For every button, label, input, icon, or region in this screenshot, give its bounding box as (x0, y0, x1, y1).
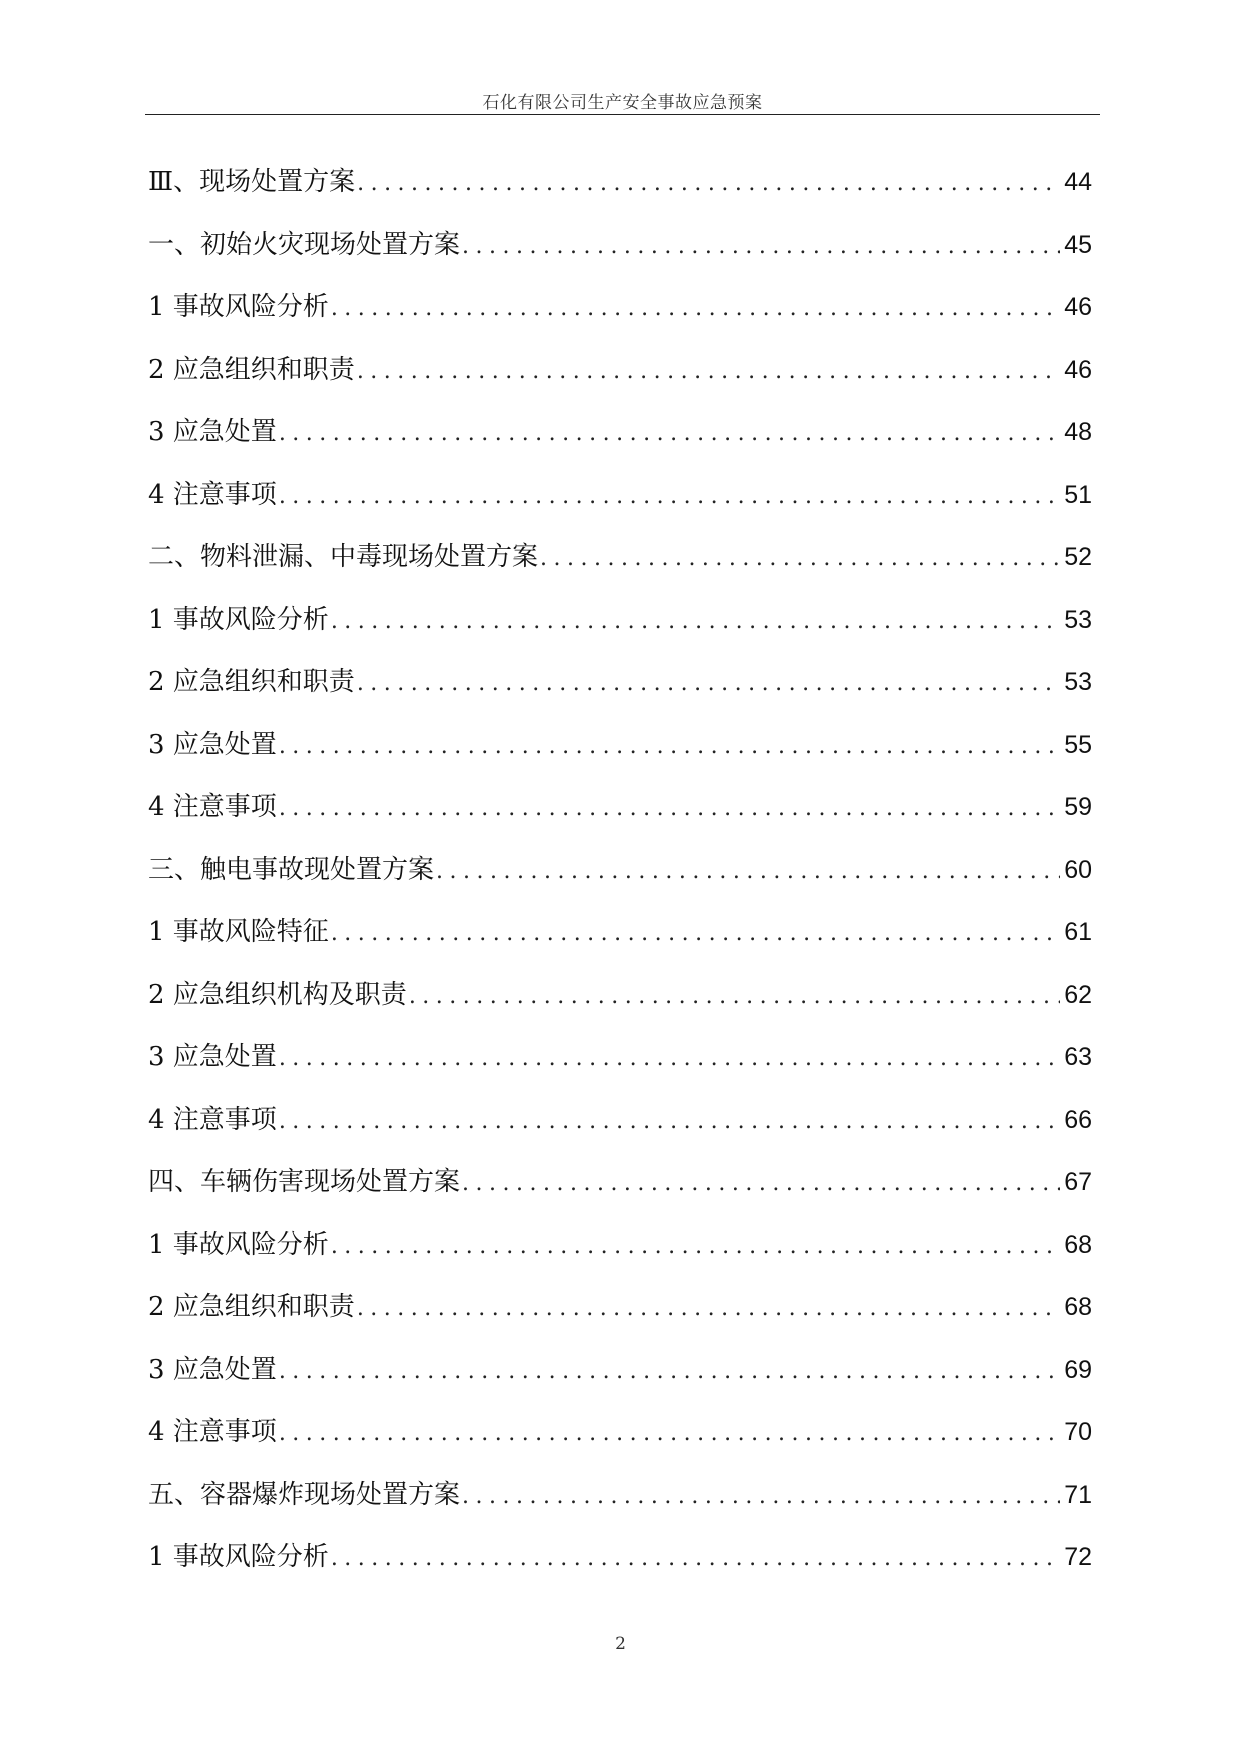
toc-leader-dots (279, 477, 1060, 517)
toc-entry-label: 2 应急组织和职责 (148, 354, 355, 385)
toc-entry-page: 59 (1064, 793, 1092, 821)
toc-entry-page: 62 (1064, 980, 1092, 1009)
toc-leader-dots (462, 1477, 1060, 1517)
toc-entry[interactable] (148, 1350, 1092, 1413)
toc-entry[interactable] (148, 225, 1092, 288)
toc-entry[interactable] (148, 850, 1092, 913)
toc-leader-dots (279, 1039, 1060, 1079)
toc-entry-label: 五、容器爆炸现场处置方案 (148, 1479, 461, 1510)
toc-entry[interactable] (148, 600, 1092, 663)
toc-leader-dots (331, 1227, 1060, 1267)
toc-entry[interactable] (148, 1225, 1092, 1288)
toc-leader-dots (409, 977, 1060, 1017)
toc-entry-page: 70 (1064, 1418, 1092, 1446)
toc-leader-dots (462, 1164, 1060, 1204)
toc-entry-label: 4 注意事项 (148, 1417, 277, 1447)
toc-entry-label: 3 应急处置 (148, 1042, 277, 1072)
toc-entry-label: 三、触电事故现处置方案 (148, 854, 435, 885)
toc-entry[interactable] (148, 412, 1092, 475)
toc-entry-label: 四、车辆伤害现场处置方案 (148, 1167, 461, 1197)
toc-entry-page: 61 (1064, 918, 1092, 946)
toc-leader-dots (279, 789, 1060, 829)
toc-entry[interactable] (148, 1537, 1092, 1600)
toc-entry[interactable] (148, 912, 1092, 975)
toc-entry-page: 45 (1064, 230, 1092, 259)
toc-entry-page: 53 (1064, 605, 1092, 634)
toc-leader-dots (331, 602, 1060, 642)
toc-leader-dots (279, 1414, 1060, 1454)
toc-entry-label: 1 事故风险分析 (148, 604, 329, 635)
toc-leader-dots (357, 164, 1060, 204)
toc-entry-label: 2 应急组织和职责 (148, 1292, 355, 1322)
toc-entry-page: 60 (1064, 855, 1092, 884)
toc-leader-dots (279, 414, 1060, 454)
toc-leader-dots (436, 852, 1060, 892)
running-header: 石化有限公司生产安全事故应急预案 (482, 93, 763, 113)
toc-entry-page: 52 (1064, 543, 1092, 571)
table-of-contents (148, 162, 1092, 1600)
toc-entry-page: 68 (1064, 1230, 1092, 1259)
page-number: 2 (615, 1634, 626, 1654)
toc-leader-dots (279, 1102, 1060, 1142)
toc-entry-label: 一、初始火灾现场处置方案 (148, 229, 461, 260)
toc-entry-page: 55 (1064, 730, 1092, 759)
toc-entry-label: 二、物料泄漏、中毒现场处置方案 (148, 542, 539, 572)
toc-entry-page: 48 (1064, 418, 1092, 446)
toc-entry-page: 63 (1064, 1043, 1092, 1071)
toc-leader-dots (540, 539, 1060, 579)
toc-leader-dots (462, 227, 1060, 267)
toc-entry-label: 1 事故风险分析 (148, 1229, 329, 1260)
toc-entry[interactable] (148, 1475, 1092, 1538)
toc-entry[interactable] (148, 287, 1092, 350)
toc-entry-label: 1 事故风险分析 (148, 1542, 329, 1572)
toc-leader-dots (331, 289, 1060, 329)
toc-entry-label: 3 应急处置 (148, 417, 277, 447)
toc-entry-page: 44 (1064, 168, 1092, 196)
toc-entry-page: 72 (1064, 1543, 1092, 1571)
toc-entry-label: 4 注意事项 (148, 479, 277, 510)
toc-leader-dots (279, 1352, 1060, 1392)
toc-entry-label: 2 应急组织机构及职责 (148, 979, 407, 1010)
toc-entry-page: 53 (1064, 668, 1092, 696)
toc-entry[interactable] (148, 475, 1092, 538)
toc-leader-dots (357, 352, 1060, 392)
toc-entry-page: 68 (1064, 1293, 1092, 1321)
toc-entry[interactable] (148, 1037, 1092, 1100)
header-divider (145, 114, 1100, 115)
toc-entry[interactable] (148, 787, 1092, 850)
toc-entry[interactable] (148, 1162, 1092, 1225)
toc-entry-label: 3 应急处置 (148, 729, 277, 760)
toc-entry[interactable] (148, 662, 1092, 725)
toc-leader-dots (357, 664, 1060, 704)
toc-entry-label: 1 事故风险分析 (148, 292, 329, 322)
toc-leader-dots (279, 727, 1060, 767)
toc-entry-label: Ⅲ、现场处置方案 (148, 167, 356, 197)
toc-entry-label: 2 应急组织和职责 (148, 667, 355, 697)
toc-entry-page: 51 (1064, 480, 1092, 509)
toc-entry-label: 3 应急处置 (148, 1354, 277, 1385)
toc-entry[interactable] (148, 1412, 1092, 1475)
toc-entry-page: 67 (1064, 1168, 1092, 1196)
toc-entry-label: 1 事故风险特征 (148, 917, 329, 947)
toc-entry[interactable] (148, 1100, 1092, 1163)
toc-entry[interactable] (148, 537, 1092, 600)
toc-entry[interactable] (148, 350, 1092, 413)
toc-entry[interactable] (148, 162, 1092, 225)
toc-entry[interactable] (148, 1287, 1092, 1350)
toc-leader-dots (331, 1539, 1060, 1579)
toc-entry-page: 71 (1064, 1480, 1092, 1509)
toc-leader-dots (331, 914, 1060, 954)
toc-entry[interactable] (148, 975, 1092, 1038)
toc-entry-page: 69 (1064, 1355, 1092, 1384)
toc-leader-dots (357, 1289, 1060, 1329)
toc-entry-page: 46 (1064, 293, 1092, 321)
toc-entry[interactable] (148, 725, 1092, 788)
toc-entry-page: 66 (1064, 1105, 1092, 1134)
toc-entry-label: 4 注意事项 (148, 1104, 277, 1135)
toc-entry-label: 4 注意事项 (148, 792, 277, 822)
toc-entry-page: 46 (1064, 355, 1092, 384)
